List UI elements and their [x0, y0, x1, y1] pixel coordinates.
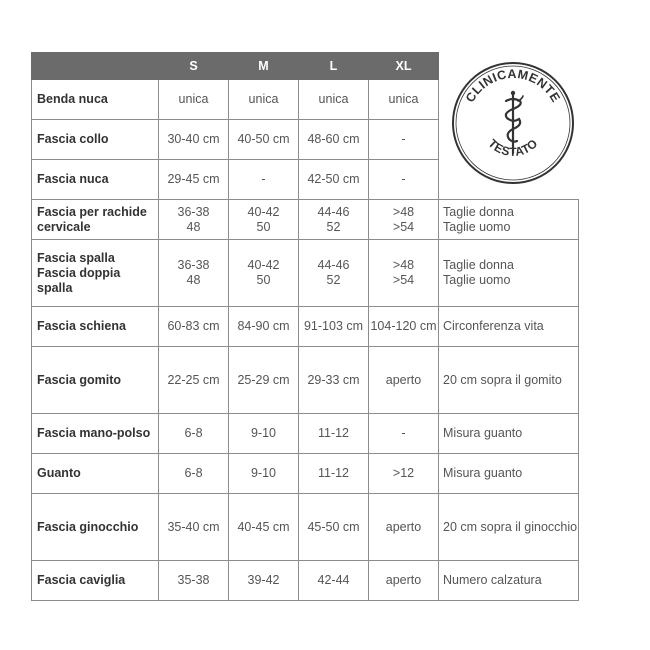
size-value-cell	[369, 200, 439, 240]
note-text: Circonferenza vita	[443, 319, 544, 333]
size-value: unica	[318, 92, 349, 106]
note-text: Misura guanto	[443, 426, 523, 440]
note-text: Taglie donna	[443, 258, 514, 272]
note-cell	[439, 494, 579, 561]
size-value-cell	[159, 414, 229, 454]
size-value-cell	[159, 454, 229, 494]
stamp-top-text: CLINICAMENTE	[462, 66, 564, 105]
size-value-cell	[159, 160, 229, 200]
size-value-cell	[229, 347, 299, 414]
table-row	[32, 414, 579, 454]
size-value-cell	[369, 414, 439, 454]
size-value: 36-38	[177, 258, 210, 272]
size-value-cell	[299, 80, 369, 120]
size-value-cell	[229, 80, 299, 120]
row-label	[32, 347, 159, 414]
row-label	[32, 561, 159, 601]
row-label-line: Fascia ginocchio	[37, 519, 139, 534]
size-value-cell	[369, 494, 439, 561]
row-label	[32, 120, 159, 160]
size-value-cell	[229, 160, 299, 200]
size-value: 40-42	[247, 258, 280, 272]
size-value: unica	[178, 92, 209, 106]
header-size-m: M	[229, 53, 299, 80]
size-value: 29-33 cm	[307, 372, 360, 387]
row-label-line: Fascia doppia spalla	[37, 265, 121, 295]
size-value: 50	[256, 273, 271, 287]
size-value: 52	[326, 273, 341, 287]
note-cell	[439, 347, 579, 414]
size-value: 40-45 cm	[237, 519, 290, 534]
size-value: 45-50 cm	[307, 519, 360, 534]
table-row	[32, 240, 579, 307]
note-cell	[439, 414, 579, 454]
size-value: 60-83 cm	[167, 319, 220, 333]
row-label	[32, 160, 159, 200]
size-value: 36-38	[177, 204, 210, 219]
row-label-line: cervicale	[37, 219, 91, 234]
size-value: 48-60 cm	[307, 132, 360, 146]
size-value-cell	[369, 454, 439, 494]
size-value: -	[261, 172, 266, 186]
note-cell	[439, 561, 579, 601]
size-value: 42-50 cm	[307, 172, 360, 186]
size-value-cell	[229, 561, 299, 601]
size-value-cell	[299, 414, 369, 454]
size-value: 9-10	[250, 466, 277, 480]
note-text: Taglie uomo	[443, 219, 511, 234]
size-value: aperto	[385, 519, 422, 534]
header-corner	[32, 53, 159, 80]
table-row	[32, 347, 579, 414]
table-row	[32, 307, 579, 347]
size-value-cell	[159, 80, 229, 120]
row-label-line: Benda nuca	[37, 92, 108, 106]
size-value-cell	[299, 120, 369, 160]
header-size-xl: XL	[369, 53, 439, 80]
table-row	[32, 454, 579, 494]
size-value: -	[401, 426, 406, 440]
size-value: unica	[248, 92, 279, 106]
note-text: 20 cm sopra il ginocchio	[443, 519, 578, 534]
size-value: 35-40 cm	[167, 519, 220, 534]
size-value: 40-50 cm	[237, 132, 290, 146]
size-value-cell	[299, 200, 369, 240]
caduceus-icon	[506, 91, 523, 153]
table-row	[32, 561, 579, 601]
size-value-cell	[299, 561, 369, 601]
row-label	[32, 494, 159, 561]
size-value-cell	[229, 414, 299, 454]
size-value: 50	[256, 219, 271, 234]
size-value-cell	[369, 80, 439, 120]
size-value: 84-90 cm	[237, 319, 290, 333]
size-value: 42-44	[317, 573, 350, 587]
size-value-cell	[229, 307, 299, 347]
size-value: 11-12	[317, 466, 350, 480]
note-text: 20 cm sopra il gomito	[443, 372, 562, 387]
size-value-cell	[369, 160, 439, 200]
size-value: 48	[186, 273, 201, 287]
size-value: 104-120 cm	[370, 319, 437, 333]
size-value: 25-29 cm	[237, 372, 290, 387]
size-value-cell	[299, 240, 369, 307]
size-value-cell	[159, 200, 229, 240]
size-value-cell	[299, 494, 369, 561]
size-value-cell	[299, 160, 369, 200]
size-value: 44-46	[317, 204, 350, 219]
header-size-l: L	[299, 53, 369, 80]
size-value: >48	[392, 258, 415, 272]
row-label	[32, 307, 159, 347]
size-value: 30-40 cm	[167, 132, 220, 146]
size-value: 6-8	[184, 466, 203, 480]
size-value: 39-42	[247, 573, 280, 587]
row-label	[32, 80, 159, 120]
size-value-cell	[159, 120, 229, 160]
size-value-cell	[159, 494, 229, 561]
size-value-cell	[159, 347, 229, 414]
size-value-cell	[299, 454, 369, 494]
row-label-line: Fascia nuca	[37, 172, 109, 186]
note-text: Taglie donna	[443, 204, 514, 219]
row-label	[32, 240, 159, 307]
row-label	[32, 200, 159, 240]
row-label-line: Fascia collo	[37, 132, 109, 146]
note-text: Taglie uomo	[443, 273, 511, 287]
size-value: aperto	[385, 573, 422, 587]
header-size-s: S	[159, 53, 229, 80]
row-label-line: Fascia schiena	[37, 319, 126, 333]
row-label	[32, 414, 159, 454]
size-value-cell	[369, 561, 439, 601]
note-cell	[439, 454, 579, 494]
size-value-cell	[369, 120, 439, 160]
size-value: 22-25 cm	[167, 372, 220, 387]
note-text: Numero calzatura	[443, 573, 542, 587]
size-value-cell	[159, 240, 229, 307]
size-value: -	[401, 132, 406, 146]
row-label-line: Fascia spalla	[37, 250, 115, 265]
size-value-cell	[229, 494, 299, 561]
size-value: 6-8	[184, 426, 203, 440]
size-value: 48	[186, 219, 201, 234]
size-value-cell	[299, 307, 369, 347]
size-value-cell	[229, 240, 299, 307]
size-value: >12	[392, 466, 415, 480]
size-value-cell	[159, 307, 229, 347]
size-value: 35-38	[177, 573, 210, 587]
size-value: 11-12	[317, 426, 350, 440]
size-value: 40-42	[247, 204, 280, 219]
row-label-line: Fascia caviglia	[37, 573, 126, 587]
row-label-line: Fascia mano-polso	[37, 426, 151, 440]
size-value: 29-45 cm	[167, 172, 220, 186]
size-value-cell	[369, 347, 439, 414]
size-value: 44-46	[317, 258, 350, 272]
note-text: Misura guanto	[443, 466, 523, 480]
table-row	[32, 494, 579, 561]
size-value-cell	[229, 120, 299, 160]
note-cell	[439, 307, 579, 347]
row-label	[32, 454, 159, 494]
size-value-cell	[369, 307, 439, 347]
clinically-tested-stamp	[451, 61, 575, 185]
size-value: 9-10	[250, 426, 277, 440]
size-value: >54	[392, 273, 415, 287]
size-value-cell	[229, 454, 299, 494]
size-value: >48	[392, 204, 415, 219]
size-value: unica	[388, 92, 419, 106]
stamp-bottom-text: TESTATO	[485, 136, 541, 159]
size-value-cell	[159, 561, 229, 601]
size-value: >54	[392, 219, 415, 234]
size-value-cell	[229, 200, 299, 240]
note-cell	[439, 240, 579, 307]
size-value: 52	[326, 219, 341, 234]
note-cell	[439, 200, 579, 240]
row-label-line: Fascia per rachide	[37, 204, 147, 219]
row-label-line: Fascia gomito	[37, 372, 122, 387]
size-value: 91-103 cm	[303, 319, 364, 333]
size-value-cell	[369, 240, 439, 307]
row-label-line: Guanto	[37, 466, 81, 480]
size-value-cell	[299, 347, 369, 414]
size-value: aperto	[385, 372, 422, 387]
size-value: -	[401, 172, 406, 186]
table-row	[32, 200, 579, 240]
